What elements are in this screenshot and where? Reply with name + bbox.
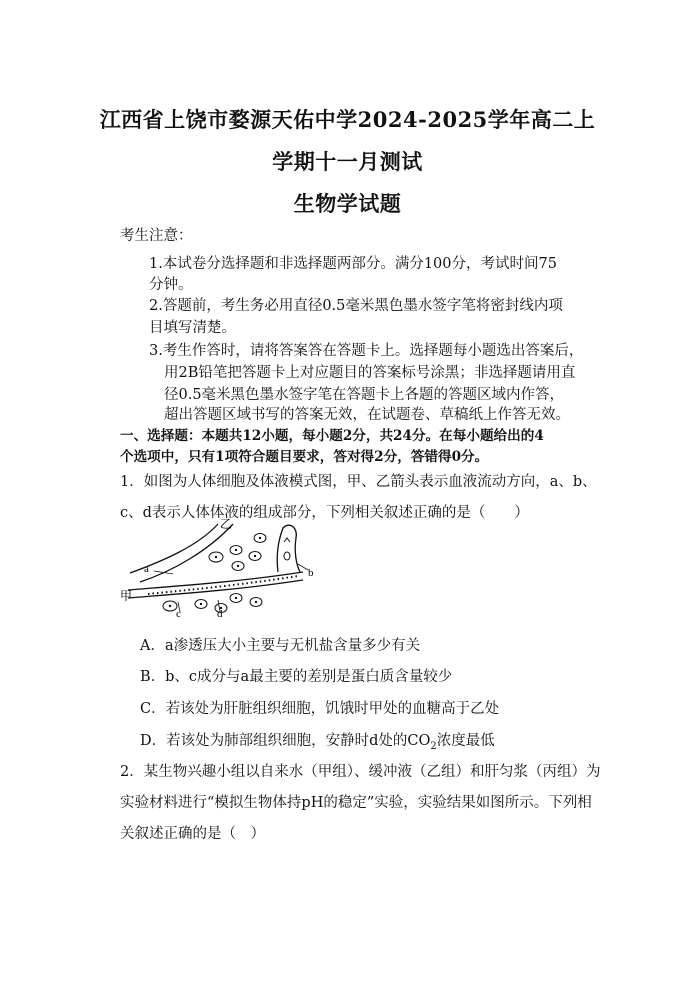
- body-fluid-diagram: [118, 516, 328, 618]
- question-1-option-d: [140, 729, 495, 752]
- option-d-subscript: 2: [430, 740, 437, 752]
- question-1-option-a: A．a渗透压大小主要与无机盐含量多少有关: [140, 638, 421, 654]
- label-b-leader: [298, 564, 308, 570]
- notice-item-2-line2: 目填写清楚。: [149, 320, 236, 336]
- question-1-stem-line1: 1．如图为人体细胞及体液模式图，甲、乙箭头表示血液流动方向，a、b、: [120, 474, 597, 490]
- notice-item-3-line1: 3.考生作答时，请将答案答在答题卡上。选择题每小题选出答案后，: [149, 343, 584, 359]
- label-b: b: [308, 567, 314, 579]
- notice-item-1-line2: 分钟。: [149, 277, 193, 293]
- question-1-option-c: C．若该处为肝脏组织细胞，饥饿时甲处的血糖高于乙处: [140, 701, 500, 717]
- notice-item-3-line2: 用2B铅笔把答题卡上对应题目的答案标号涂黑；非选择题请用直: [164, 365, 576, 381]
- lymph-vessel: [277, 525, 300, 572]
- label-a: a: [144, 563, 149, 575]
- question-2-stem-line1: 2．某生物兴趣小组以自来水（甲组）、缓冲液（乙组）和肝匀浆（丙组）为: [120, 764, 601, 780]
- lymph-valve: [284, 538, 290, 542]
- exam-title-line1: 江西省上饶市婺源天佑中学2024-2025学年高二上: [99, 107, 596, 132]
- question-2-stem-line2: 实验材料进行“模拟生物体持pH的稳定”实验，实验结果如图所示。下列相: [120, 795, 592, 811]
- section-heading-line2: 个选项中，只有1项符合题目要求，答对得2分，答错得0分。: [120, 449, 489, 465]
- label-jia: 甲: [120, 589, 133, 603]
- notice-item-1-line1: 1.本试卷分选择题和非选择题两部分。满分100分，考试时间75: [149, 256, 557, 272]
- exam-subject-title: 生物学试题: [293, 191, 402, 216]
- exam-title-line2: 学期十一月测试: [272, 149, 423, 174]
- notice-item-3-line3: 径0.5毫米黑色墨水签字笔在答题卡上各题的答题区域内作答，: [164, 387, 565, 403]
- label-yi: 乙: [220, 517, 233, 531]
- section-heading-line1: 一、选择题：本题共12小题，每小题2分，共24分。在每小题给出的4: [120, 428, 544, 444]
- blood-cells-dotted: [148, 576, 298, 594]
- question-2-stem-line3: 关叙述正确的是（ ）: [120, 826, 265, 842]
- lymph-cell: [284, 552, 290, 560]
- question-1-option-b: B．b、c成分与a最主要的差别是蛋白质含量较少: [140, 669, 453, 685]
- option-d-text-pre: D．若该处为肺部组织细胞，安静时d处的CO: [140, 733, 431, 749]
- notice-item-3-line4: 超出答题区域书写的答案无效，在试题卷、草稿纸上作答无效。: [164, 407, 570, 423]
- label-d: d: [217, 608, 223, 618]
- label-c: c: [176, 608, 181, 618]
- option-d-text-post: 浓度最低: [436, 733, 495, 749]
- notice-item-2-line1: 2.答题前，考生务必用直径0.5毫米黑色墨水签字笔将密封线内项: [149, 298, 563, 314]
- label-a-leader: [154, 571, 173, 574]
- question-1-stem-line2: c、d表示人体体液的组成部分，下列相关叙述正确的是（ ）: [120, 505, 529, 521]
- notice-heading: 考生注意：: [120, 228, 193, 244]
